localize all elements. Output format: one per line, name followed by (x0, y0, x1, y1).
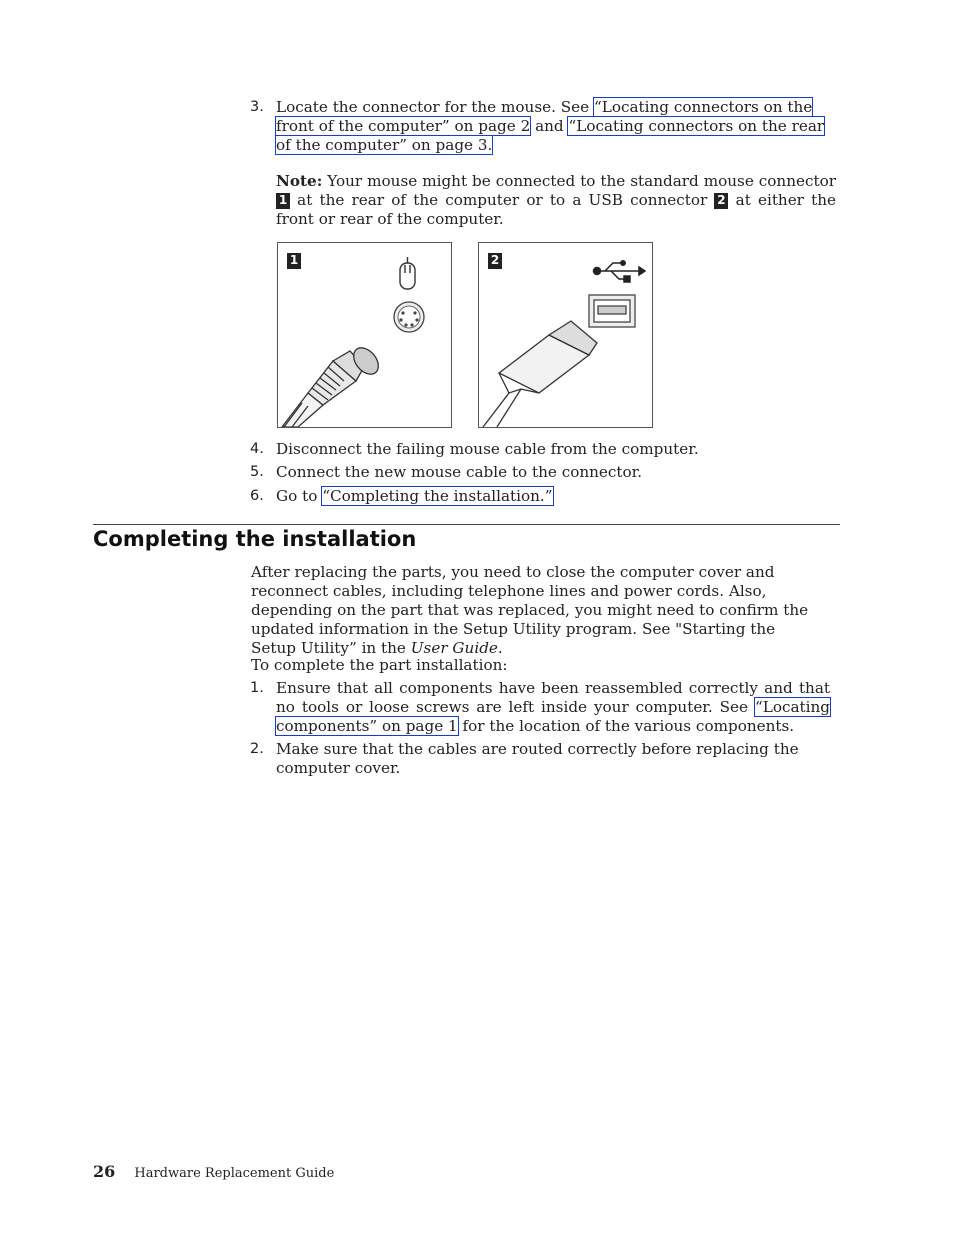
mouse-icon (400, 257, 415, 289)
step-6 (250, 487, 840, 506)
note-text: at the rear of the computer or to a USB connector (297, 191, 708, 209)
ps2-plug-icon (282, 343, 383, 427)
section-heading: Completing the installation (93, 527, 417, 551)
figure-mouse-connector (277, 242, 452, 428)
step-3 (250, 98, 840, 155)
paragraph-text: . (497, 639, 503, 657)
ps2-port-icon (394, 302, 424, 332)
step-text-part: Go to (276, 487, 323, 505)
usb-plug-icon (483, 321, 597, 427)
section-rule (93, 524, 840, 525)
note (276, 172, 836, 229)
step-text: Disconnect the failing mouse cable from the computer. (276, 440, 699, 458)
callout-2: 2 (714, 193, 728, 209)
step-number: 1. (250, 680, 264, 696)
link-locating-components[interactable]: “Locating components” on page 1 (276, 698, 830, 735)
step-complete-1 (250, 679, 830, 736)
intro-line: To complete the part installation: (251, 656, 508, 674)
step-text-part: and (530, 117, 569, 135)
page-number: 26 (93, 1162, 116, 1181)
usb-port-icon (589, 295, 635, 327)
note-text: Your mouse might be connected to the standard mouse connector (327, 172, 836, 190)
footer-title: Hardware Replacement Guide (134, 1166, 335, 1181)
usb-connector-illustration (479, 243, 652, 427)
figure-callout-2: 2 (488, 253, 502, 269)
step-text-part: Locate the connector for the mouse. See (276, 98, 594, 116)
note-label: Note: (276, 172, 323, 190)
step-number: 6. (250, 488, 264, 504)
step-number: 4. (250, 441, 264, 457)
note-text: at either the front or rear of the computer. (276, 191, 836, 228)
figure-usb-connector (478, 242, 653, 428)
step-5 (250, 463, 840, 482)
step-text (276, 487, 840, 506)
link-completing-installation[interactable]: “Completing the installation.” (322, 487, 553, 505)
user-guide-title: User Guide (410, 639, 498, 657)
figure-callout-1: 1 (287, 253, 301, 269)
paragraph-text: After replacing the parts, you need to close the computer cover and reconnect cables, including telephone lines and power cords. Also, depending on the part that was replaced, you might need to confirm the updated information in the Setup Utility program. See "Starting the Setup Utility” in the (251, 563, 809, 657)
step-text (276, 679, 830, 736)
step-complete-2 (250, 740, 825, 778)
link-connectors-rear[interactable]: “Locating connectors on the rear of the computer” on page 3. (276, 117, 825, 154)
step-4 (250, 440, 840, 459)
step-text: Connect the new mouse cable to the connector. (276, 463, 643, 481)
section-paragraph (251, 563, 821, 658)
ps2-connector-illustration (278, 243, 451, 427)
step-number: 3. (250, 99, 264, 115)
link-connectors-front[interactable]: “Locating connectors on the front of the computer” on page 2 (276, 98, 813, 135)
step-text: Make sure that the cables are routed correctly before replacing the computer cover. (276, 740, 799, 777)
step-text-part: Ensure that all components have been reassembled correctly and that no tools or loose screws are left inside your computer. See (276, 679, 830, 716)
step-number: 5. (250, 464, 264, 480)
step-text (276, 98, 840, 155)
page-footer (93, 1162, 334, 1181)
step-number: 2. (250, 741, 264, 757)
usb-icon (594, 261, 646, 282)
callout-1: 1 (276, 193, 290, 209)
step-text-part: for the location of the various components. (457, 717, 795, 735)
